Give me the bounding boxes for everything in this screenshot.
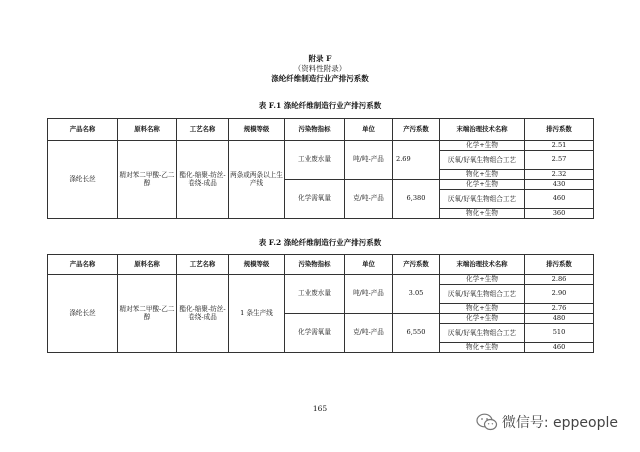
tech-cell: 化学+生物 xyxy=(440,180,525,190)
col-header: 排污系数 xyxy=(525,255,594,275)
process-cell: 酯化-缩聚-纺丝-卷绕-成品 xyxy=(177,275,229,353)
col-header: 产品名称 xyxy=(48,119,118,141)
wechat-icon xyxy=(476,413,498,431)
emit-cell: 460 xyxy=(525,343,594,353)
appendix-note: （资料性附录） xyxy=(293,64,347,73)
col-header: 末端治理技术名称 xyxy=(440,119,525,141)
material-cell: 精对苯二甲酸-乙二醇 xyxy=(118,275,177,353)
col-header: 工艺名称 xyxy=(177,255,229,275)
col-header: 规模等级 xyxy=(229,119,285,141)
col-header: 排污系数 xyxy=(525,119,594,141)
col-header: 规模等级 xyxy=(229,255,285,275)
appendix-title: 涤纶纤维制造行业产排污系数 xyxy=(271,74,369,83)
table-row xyxy=(48,275,594,285)
emit-cell: 2.76 xyxy=(525,304,594,314)
coef-cell: 3.05 xyxy=(393,275,440,314)
pollutant-cell: 化学需氧量 xyxy=(285,314,345,353)
emit-cell: 2.86 xyxy=(525,275,594,285)
table2 xyxy=(47,254,594,353)
emit-cell: 480 xyxy=(525,314,594,324)
pollutant-cell: 工业废水量 xyxy=(285,275,345,314)
page-number: 165 xyxy=(312,404,328,413)
emit-cell: 430 xyxy=(525,180,594,190)
scale-cell: 1 条生产线 xyxy=(229,275,285,353)
tech-cell: 物化+生物 xyxy=(440,170,525,180)
tech-cell: 厌氧/好氧生物组合工艺 xyxy=(440,190,525,209)
col-header: 污染物指标 xyxy=(285,119,345,141)
tech-cell: 厌氧/好氧生物组合工艺 xyxy=(440,324,525,343)
process-cell: 酯化-缩聚-纺丝-卷绕-成品 xyxy=(177,141,229,219)
unit-cell: 吨/吨-产品 xyxy=(345,141,393,180)
product-cell: 涤纶长丝 xyxy=(48,275,118,353)
col-header: 原料名称 xyxy=(118,119,177,141)
unit-cell: 克/吨-产品 xyxy=(345,314,393,353)
tech-cell: 物化+生物 xyxy=(440,343,525,353)
col-header: 工艺名称 xyxy=(177,119,229,141)
product-cell: 涤纶长丝 xyxy=(48,141,118,219)
table1 xyxy=(47,118,594,219)
tech-cell: 化学+生物 xyxy=(440,275,525,285)
col-header: 产污系数 xyxy=(393,119,440,141)
watermark-text: 微信号: eppeople xyxy=(501,415,618,431)
scale-cell: 两条或两条以上生产线 xyxy=(229,141,285,219)
tech-cell: 厌氧/好氧生物组合工艺 xyxy=(440,285,525,304)
emit-cell: 510 xyxy=(525,324,594,343)
col-header: 末端治理技术名称 xyxy=(440,255,525,275)
tech-cell: 化学+生物 xyxy=(440,141,525,151)
table-row xyxy=(48,141,594,151)
col-header: 污染物指标 xyxy=(285,255,345,275)
col-header: 单位 xyxy=(345,119,393,141)
table2-caption: 表 F.2 涤纶纤维制造行业产排污系数 xyxy=(258,238,382,247)
col-header: 单位 xyxy=(345,255,393,275)
emit-cell: 460 xyxy=(525,190,594,209)
col-header: 产污系数 xyxy=(393,255,440,275)
emit-cell: 360 xyxy=(525,209,594,219)
emit-cell: 2.57 xyxy=(525,151,594,170)
table1-caption: 表 F.1 涤纶纤维制造行业产排污系数 xyxy=(258,101,382,110)
unit-cell: 吨/吨-产品 xyxy=(345,275,393,314)
coef-cell: 2.69 xyxy=(393,141,440,180)
emit-cell: 2.51 xyxy=(525,141,594,151)
tech-cell: 化学+生物 xyxy=(440,314,525,324)
tech-cell: 物化+生物 xyxy=(440,209,525,219)
watermark xyxy=(476,412,618,432)
coef-cell: 6,380 xyxy=(393,180,440,219)
tech-cell: 物化+生物 xyxy=(440,304,525,314)
coef-cell: 6,550 xyxy=(393,314,440,353)
tech-cell: 厌氧/好氧生物组合工艺 xyxy=(440,151,525,170)
emit-cell: 2.32 xyxy=(525,170,594,180)
table1-header-row xyxy=(48,119,594,141)
pollutant-cell: 化学需氧量 xyxy=(285,180,345,219)
col-header: 产品名称 xyxy=(48,255,118,275)
pollutant-cell: 工业废水量 xyxy=(285,141,345,180)
table2-header-row xyxy=(48,255,594,275)
unit-cell: 克/吨-产品 xyxy=(345,180,393,219)
col-header: 原料名称 xyxy=(118,255,177,275)
appendix-label: 附录 F xyxy=(308,54,332,63)
emit-cell: 2.90 xyxy=(525,285,594,304)
material-cell: 精对苯二甲酸-乙二醇 xyxy=(118,141,177,219)
